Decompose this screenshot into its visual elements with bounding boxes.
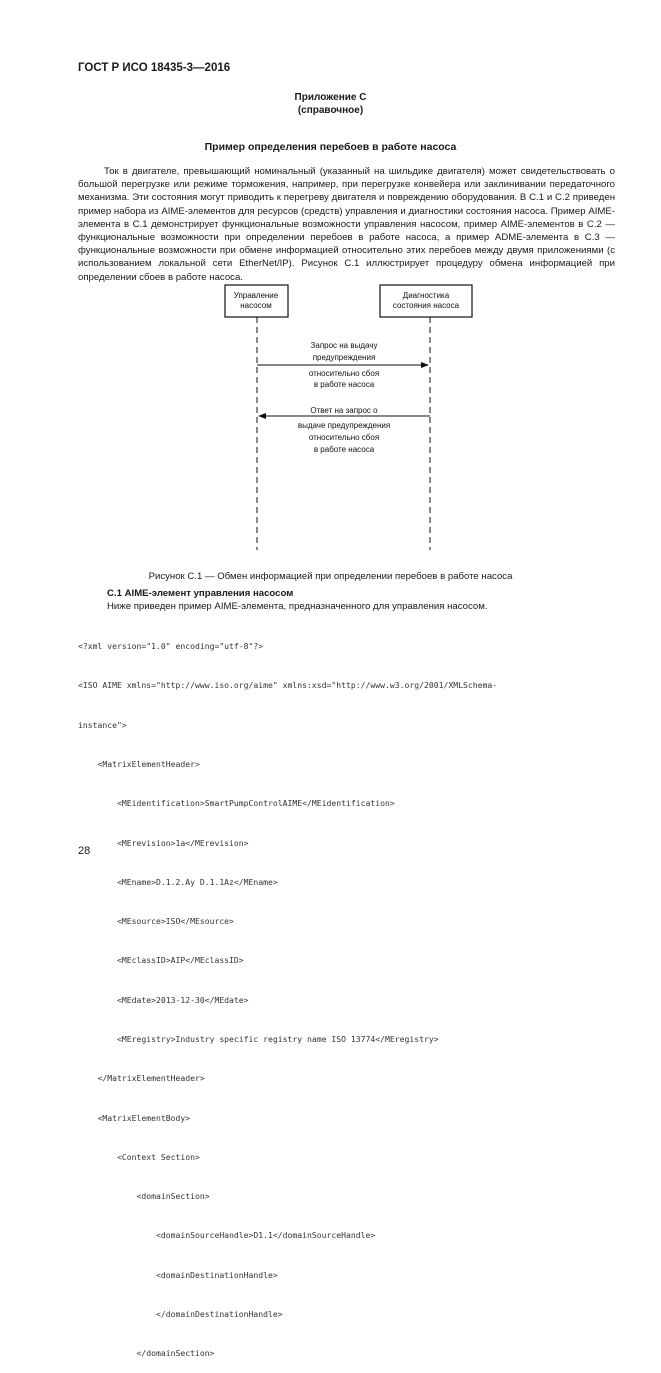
appendix-title: Приложение С: [294, 92, 367, 103]
xml-code-block: [78, 614, 497, 1373]
code-line: <domainSection>: [78, 1191, 210, 1202]
page-number: 28: [78, 845, 91, 857]
code-line: <MEclassID>AIP</MEclassID>: [78, 955, 244, 966]
code-line: <Context Section>: [78, 1151, 200, 1162]
response-label-2: выдаче предупреждения: [297, 421, 391, 430]
code-line: <MEdate>2013-12-30</MEdate>: [78, 994, 249, 1005]
request-label-3: относительно сбоя: [308, 369, 380, 378]
code-line: <ISO AIME xmlns="http://www.iso.org/aime" xmlns:xsd="http://www.w3.org/2001/XMLSchema-: [78, 680, 498, 691]
code-line: <MEsource>ISO</MEsource>: [78, 916, 234, 927]
code-line: <MEidentification>SmartPumpControlAIME</MEidentification>: [78, 798, 395, 809]
document-header: ГОСТ Р ИСО 18435-3—2016: [78, 62, 231, 74]
appendix-subtitle: (справочное): [297, 105, 364, 116]
code-line: <MEregistry>Industry specific registry name ISO 13774</MEregistry>: [78, 1034, 439, 1044]
section-title: Пример определения перебоев в работе насоса: [204, 141, 457, 153]
request-label-4: в работе насоса: [313, 380, 375, 389]
code-line: <MatrixElementHeader>: [78, 759, 200, 770]
pump-diagnostics-label-2: состояния насоса: [392, 301, 460, 310]
pump-diagnostics-label-1: Диагностика: [402, 291, 450, 300]
body-paragraph: Ток в двигателе, превышающий номинальный (указанный на шильдике двигателя) может свидетельствовать о большой перегрузке или режиме торможения, например, при перегрузке конвейера или заклинивании передаточного механизма. Эти состояния могут приводить к перегреву двигателя и повреждению оборудования. В С.1 и С.2 приведен пример набора из AIME-элементов для ресурсов (средств) управления и диагностики состояния насоса. Пример AIME-элемента в С.1 демонстрирует функциональные возможности управления насосом, пример AIME-элементов в С.2 — функциональные возможности при определении перебоев в работе насоса, а пример ADME-элемента в С.3 — функциональные возможности при обмене информацией относительно этих перебоев между двумя приложениями (с использованием локальной сети EtherNet/IP). Рисунок С.1 иллюстрирует процедуру обмена информацией при определении сбоев в работе насоса.: [78, 166, 615, 283]
subsection-intro: Ниже приведен пример AIME-элемента, предназначенного для управления насосом.: [107, 601, 488, 612]
response-label-4: в работе насоса: [313, 445, 375, 454]
pump-control-label-1: Управление: [233, 291, 279, 300]
response-label-1: Ответ на запрос о: [310, 406, 378, 415]
code-line: <MErevision>1a</MErevision>: [78, 837, 249, 848]
pump-control-label-2: насосом: [240, 301, 272, 310]
code-line: <?xml version="1.0" encoding="utf-8"?>: [78, 641, 264, 652]
code-line: instance">: [78, 719, 127, 730]
code-line: <domainDestinationHandle>: [78, 1269, 278, 1280]
code-line: <MEname>D.1.2.Ay D.1.1Az</MEname>: [78, 876, 278, 887]
code-line: </domainDestinationHandle>: [78, 1308, 283, 1319]
code-line: <domainSourceHandle>D1.1</domainSourceHandle>: [78, 1230, 376, 1241]
sequence-diagram: [0, 280, 661, 570]
request-label-2: предупреждения: [312, 353, 376, 362]
subsection-title: С.1 AIME-элемент управления насосом: [107, 588, 294, 599]
response-label-3: относительно сбоя: [308, 433, 380, 442]
code-line: </MatrixElementHeader>: [78, 1073, 205, 1084]
figure-caption: Рисунок С.1 — Обмен информацией при определении перебоев в работе насоса: [148, 571, 513, 582]
code-line: <MatrixElementBody>: [78, 1112, 191, 1123]
request-label-1: Запрос на выдачу: [310, 341, 378, 350]
code-line: </domainSection>: [78, 1348, 215, 1359]
